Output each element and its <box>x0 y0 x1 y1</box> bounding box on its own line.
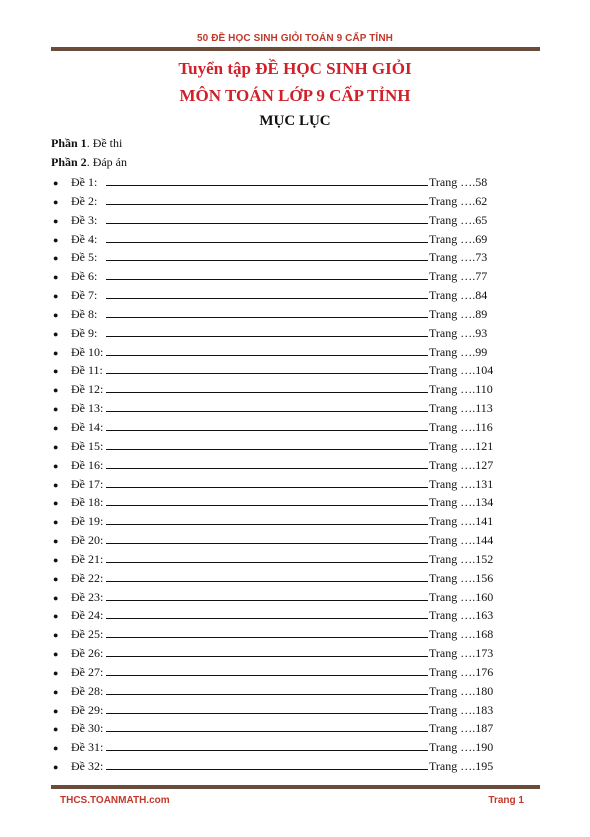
toc-entry-page: Trang ….168 <box>429 627 494 642</box>
part-2-line <box>51 155 127 170</box>
toc-entry-page: Trang ….183 <box>429 702 494 717</box>
toc-entry-page: Trang ….156 <box>429 570 494 585</box>
toc-entry-page: Trang ….116 <box>429 419 493 434</box>
toc-leader-line <box>106 420 428 431</box>
toc-entry-label: Đề 27: <box>71 664 104 679</box>
footer-page-number: Trang 1 <box>488 795 524 806</box>
toc-list <box>51 175 511 778</box>
bullet-icon: ● <box>53 385 59 396</box>
toc-entry-label: Đề 25: <box>71 627 104 642</box>
toc-entry[interactable] <box>51 740 511 759</box>
toc-entry[interactable] <box>51 665 511 684</box>
toc-entry-label: Đề 28: <box>71 683 104 698</box>
toc-leader-line <box>106 627 428 638</box>
toc-entry-label: Đề 1: <box>71 175 98 189</box>
toc-entry[interactable] <box>51 590 511 609</box>
toc-entry[interactable] <box>51 175 511 194</box>
toc-leader-line <box>106 740 428 751</box>
bullet-icon: ● <box>53 366 59 377</box>
toc-entry-page: Trang ….110 <box>429 382 493 397</box>
bullet-icon: ● <box>53 196 59 207</box>
toc-entry[interactable] <box>51 646 511 665</box>
toc-entry-page: Trang ….134 <box>429 495 494 510</box>
toc-entry[interactable] <box>51 363 511 382</box>
toc-entry-label: Đề 14: <box>71 419 104 434</box>
toc-entry-page: Trang ….69 <box>429 231 488 246</box>
toc-entry-page: Trang ….163 <box>429 608 494 623</box>
bullet-icon: ● <box>53 554 59 565</box>
bullet-icon: ● <box>53 234 59 245</box>
toc-leader-line <box>106 665 428 676</box>
toc-entry-label: Đề 8: <box>71 306 98 321</box>
toc-entry-page: Trang ….160 <box>429 589 494 604</box>
bullet-icon: ● <box>53 498 59 509</box>
toc-leader-line <box>106 684 428 695</box>
toc-entry-label: Đề 31: <box>71 740 104 755</box>
bullet-icon: ● <box>53 460 59 471</box>
toc-entry[interactable] <box>51 213 511 232</box>
part-1-line <box>51 136 122 151</box>
toc-leader-line <box>106 458 428 469</box>
toc-entry-page: Trang ….62 <box>429 193 488 208</box>
toc-leader-line <box>106 646 428 657</box>
toc-leader-line <box>106 213 428 224</box>
toc-leader-line <box>106 590 428 601</box>
toc-entry[interactable] <box>51 288 511 307</box>
toc-entry[interactable] <box>51 307 511 326</box>
toc-entry[interactable] <box>51 608 511 627</box>
document-title-line-2: MÔN TOÁN LỚP 9 CẤP TỈNH <box>179 86 411 105</box>
toc-leader-line <box>106 326 428 337</box>
bullet-icon: ● <box>53 328 59 339</box>
toc-entry[interactable] <box>51 721 511 740</box>
toc-entry-label: Đề 20: <box>71 533 104 548</box>
toc-leader-line <box>106 250 428 261</box>
toc-leader-line <box>106 194 428 205</box>
toc-entry-label: Đề 6: <box>71 269 98 284</box>
toc-entry-page: Trang ….93 <box>429 325 488 340</box>
toc-entry[interactable] <box>51 552 511 571</box>
toc-leader-line <box>106 571 428 582</box>
bullet-icon: ● <box>53 309 59 320</box>
header-title: 50 ĐỀ HỌC SINH GIỎI TOÁN 9 CẤP TỈNH <box>197 33 393 44</box>
toc-entry-page: Trang ….152 <box>429 551 494 566</box>
bullet-icon: ● <box>53 215 59 226</box>
toc-entry[interactable] <box>51 326 511 345</box>
toc-entry-page: Trang ….180 <box>429 683 494 698</box>
bullet-icon: ● <box>53 347 59 358</box>
toc-entry-page: Trang ….99 <box>429 344 488 359</box>
toc-entry[interactable] <box>51 420 511 439</box>
part-1-label: Phần 1 <box>51 136 87 150</box>
footer-site: THCS.TOANMATH.com <box>60 795 170 806</box>
toc-entry-label: Đề 2: <box>71 193 98 208</box>
toc-entry-page: Trang ….176 <box>429 664 494 679</box>
toc-entry[interactable] <box>51 477 511 496</box>
toc-entry-label: Đề 16: <box>71 457 104 472</box>
toc-leader-line <box>106 514 428 525</box>
toc-entry-label: Đề 22: <box>71 570 104 585</box>
bullet-icon: ● <box>53 536 59 547</box>
toc-entry-page: Trang ….141 <box>429 514 494 529</box>
toc-entry-label: Đề 7: <box>71 288 98 303</box>
toc-leader-line <box>106 703 428 714</box>
toc-heading: MỤC LỤC <box>259 113 331 129</box>
bullet-icon: ● <box>53 253 59 264</box>
toc-entry-label: Đề 19: <box>71 514 104 529</box>
toc-entry-label: Đề 3: <box>71 212 98 227</box>
toc-entry[interactable] <box>51 250 511 269</box>
toc-entry-page: Trang ….190 <box>429 740 494 755</box>
toc-entry[interactable] <box>51 571 511 590</box>
toc-entry-page: Trang ….73 <box>429 250 488 265</box>
bullet-icon: ● <box>53 743 59 754</box>
toc-entry[interactable] <box>51 759 511 778</box>
toc-entry-page: Trang ….65 <box>429 212 488 227</box>
toc-entry[interactable] <box>51 514 511 533</box>
part-2-text: . Đáp án <box>86 155 128 169</box>
toc-leader-line <box>106 175 428 186</box>
toc-entry-page: Trang ….104 <box>429 363 494 378</box>
document-title-line-1: Tuyển tập ĐỀ HỌC SINH GIỎI <box>178 59 412 78</box>
toc-entry-label: Đề 5: <box>71 250 98 265</box>
bullet-icon: ● <box>53 573 59 584</box>
toc-entry-label: Đề 24: <box>71 608 104 623</box>
bullet-icon: ● <box>53 724 59 735</box>
toc-entry-page: Trang ….77 <box>429 269 488 284</box>
toc-leader-line <box>106 495 428 506</box>
toc-entry[interactable] <box>51 495 511 514</box>
toc-entry-label: Đề 9: <box>71 325 98 340</box>
toc-leader-line <box>106 288 428 299</box>
toc-entry-label: Đề 11: <box>71 363 103 378</box>
bullet-icon: ● <box>53 705 59 716</box>
toc-entry-label: Đề 32: <box>71 759 104 774</box>
toc-entry-label: Đề 26: <box>71 646 104 661</box>
toc-leader-line <box>106 608 428 619</box>
toc-entry[interactable] <box>51 194 511 213</box>
toc-entry[interactable] <box>51 382 511 401</box>
toc-leader-line <box>106 382 428 393</box>
toc-entry[interactable] <box>51 269 511 288</box>
bullet-icon: ● <box>53 592 59 603</box>
toc-entry-label: Đề 12: <box>71 382 104 397</box>
toc-entry-label: Đề 23: <box>71 589 104 604</box>
toc-entry-page: Trang ….58 <box>429 175 488 189</box>
bullet-icon: ● <box>53 762 59 773</box>
toc-entry-label: Đề 30: <box>71 721 104 736</box>
toc-entry[interactable] <box>51 439 511 458</box>
toc-entry-label: Đề 10: <box>71 344 104 359</box>
bullet-icon: ● <box>53 649 59 660</box>
bullet-icon: ● <box>53 291 59 302</box>
part-1-text: . Đề thi <box>86 136 123 150</box>
toc-entry[interactable] <box>51 533 511 552</box>
toc-entry-page: Trang ….195 <box>429 759 494 774</box>
toc-entry-page: Trang ….144 <box>429 533 494 548</box>
bullet-icon: ● <box>53 667 59 678</box>
toc-entry-page: Trang ….127 <box>429 457 494 472</box>
toc-leader-line <box>106 345 428 356</box>
toc-leader-line <box>106 232 428 243</box>
bullet-icon: ● <box>53 272 59 283</box>
toc-leader-line <box>106 363 428 374</box>
bullet-icon: ● <box>53 422 59 433</box>
bullet-icon: ● <box>53 404 59 415</box>
toc-leader-line <box>106 721 428 732</box>
toc-entry-page: Trang ….89 <box>429 306 488 321</box>
toc-entry-page: Trang ….173 <box>429 646 494 661</box>
toc-leader-line <box>106 307 428 318</box>
toc-entry-label: Đề 4: <box>71 231 98 246</box>
part-2-label: Phần 2 <box>51 155 87 169</box>
bullet-icon: ● <box>53 517 59 528</box>
toc-leader-line <box>106 439 428 450</box>
bullet-icon: ● <box>53 441 59 452</box>
toc-entry[interactable] <box>51 232 511 251</box>
toc-entry-label: Đề 15: <box>71 438 104 453</box>
bullet-icon: ● <box>53 686 59 697</box>
toc-entry-page: Trang ….121 <box>429 438 494 453</box>
toc-entry[interactable] <box>51 345 511 364</box>
bullet-icon: ● <box>53 178 59 188</box>
toc-entry-page: Trang ….113 <box>429 401 493 416</box>
toc-entry[interactable] <box>51 401 511 420</box>
toc-entry-page: Trang ….84 <box>429 288 488 303</box>
toc-leader-line <box>106 552 428 563</box>
toc-leader-line <box>106 759 428 770</box>
toc-entry-label: Đề 21: <box>71 551 104 566</box>
toc-leader-line <box>106 533 428 544</box>
bullet-icon: ● <box>53 611 59 622</box>
toc-entry[interactable] <box>51 703 511 722</box>
toc-entry-page: Trang ….131 <box>429 476 494 491</box>
toc-entry[interactable] <box>51 627 511 646</box>
toc-entry-label: Đề 18: <box>71 495 104 510</box>
toc-leader-line <box>106 269 428 280</box>
toc-entry-label: Đề 17: <box>71 476 104 491</box>
toc-entry-label: Đề 13: <box>71 401 104 416</box>
toc-leader-line <box>106 477 428 488</box>
toc-entry-label: Đề 29: <box>71 702 104 717</box>
bullet-icon: ● <box>53 630 59 641</box>
bullet-icon: ● <box>53 479 59 490</box>
toc-entry-page: Trang ….187 <box>429 721 494 736</box>
toc-leader-line <box>106 401 428 412</box>
toc-entry[interactable] <box>51 684 511 703</box>
toc-entry[interactable] <box>51 458 511 477</box>
footer-rule <box>51 785 540 789</box>
header-rule <box>51 47 540 51</box>
